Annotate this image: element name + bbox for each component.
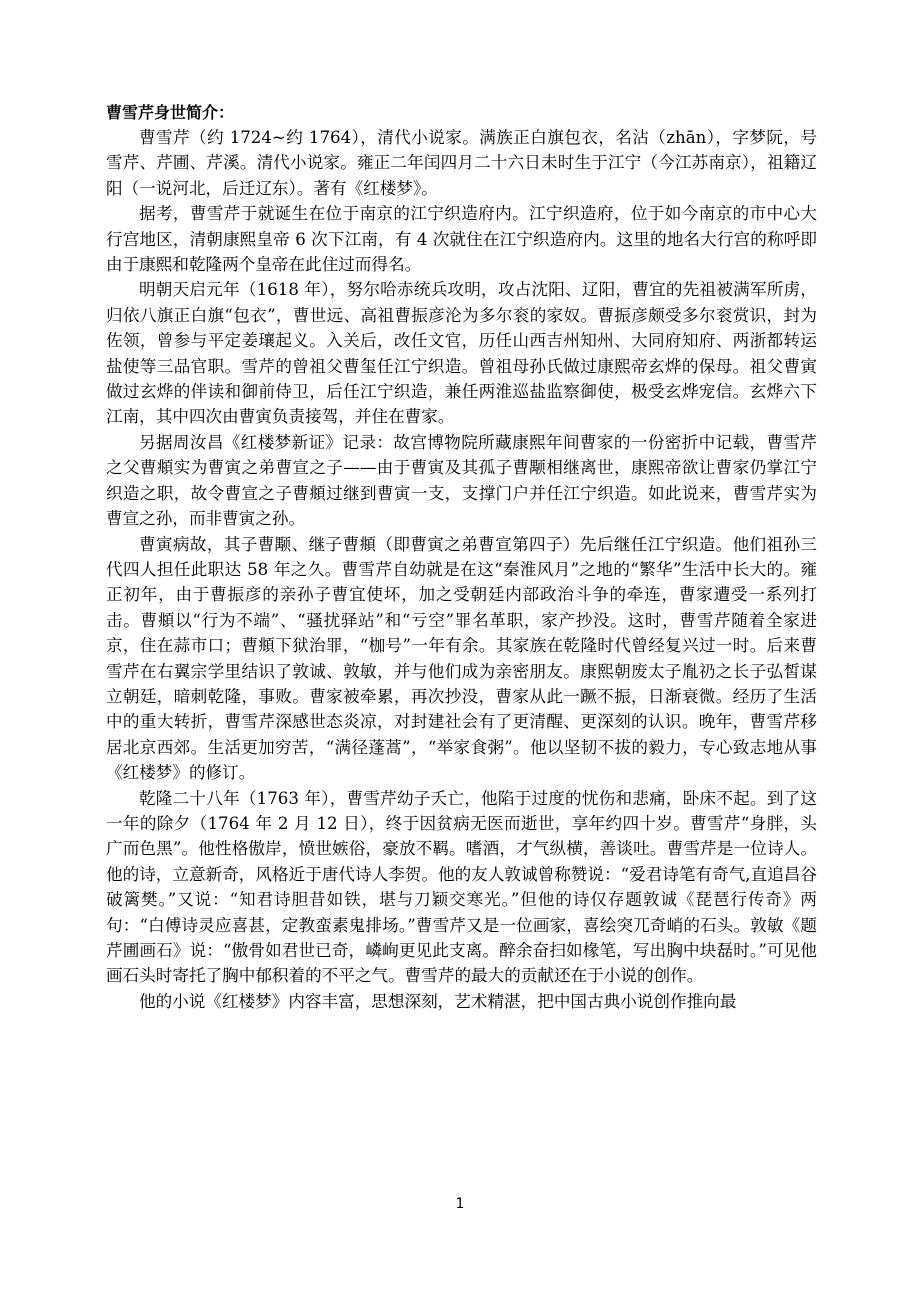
page-number: 1 [455, 1196, 465, 1212]
paragraph-family-decline: 曹寅病故，其子曹颙、继子曹頫（即曹寅之弟曹宣第四子）先后继任江宁织造。他们祖孙三代四人担任此职达 58 年之久。曹雪芹自幼就是在这“秦淮风月”之地的“繁华”生活中长大的。雍正初年，由于曹振彦的亲孙子曹宜使坏，加之受朝廷内部政治斗争的牵连，曹家遭受一系列打击。曹頫以“行为不端”、“骚扰驿站”和“亏空”罪名革职，家产抄没。这时，曹雪芹随着全家进京，住在蒜市口；曹頫下狱治罪，“枷号”一年有余。其家族在乾隆时代曾经复兴过一时。后来曹雪芹在右翼宗学里结识了敦诚、敦敏，并与他们成为亲密朋友。康熙朝废太子胤礽之长子弘皙谋立朝廷，暗刺乾隆，事败。曹家被牵累，再次抄没，曹家从此一蹶不振，日渐衰微。经历了生活中的重大转折，曹雪芹深感世态炎凉，对封建社会有了更清醒、更深刻的认识。晚年，曹雪芹移居北京西郊。生活更加穷苦，“满径蓬蒿”，“举家食粥”。他以坚韧不拔的毅力，专心致志地从事《红楼梦》的修订。 [106, 534, 817, 783]
document-title: 曹雪芹身世简介： [106, 103, 235, 122]
document-body [106, 100, 817, 1014]
paragraph-later-life: 乾隆二十八年（1763 年），曹雪芹幼子夭亡，他陷于过度的忧伤和悲痛，卧床不起。到了这一年的除夕（1764 年 2 月 12 日），终于因贫病无医而逝世，享年约四十岁。曹雪芹“身胖，头广而色黑”。他性格傲岸，愤世嫉俗，豪放不羁。嗜酒，才气纵横，善谈吐。曹雪芹是一位诗人。他的诗，立意新奇，风格近于唐代诗人李贺。他的友人敦诚曾称赞说：“爱君诗笔有奇气,直追昌谷破篱樊。”又说：“知君诗胆昔如铁，堪与刀颖交寒光。”但他的诗仅存题敦诚《琵琶行传奇》两句：“白傅诗灵应喜甚，定教蛮素鬼排场。”曹雪芹又是一位画家，喜绘突兀奇峭的石头。敦敏《题芹圃画石》说：“傲骨如君世已奇，嶙峋更见此支离。醉余奋扫如椽笔，写出胸中块磊时。”可见他画石头时寄托了胸中郁积着的不平之气。曹雪芹的最大的贡献还在于小说的创作。 [106, 788, 817, 986]
paragraph-birthplace: 据考，曹雪芹于就诞生在位于南京的江宁织造府内。江宁织造府，位于如今南京的市中心大行宫地区，清朝康熙皇帝 6 次下江南，有 4 次就住在江宁织造府内。这里的地名大行宫的称呼即由于康熙和乾隆两个皇帝在此住过而得名。 [106, 204, 817, 275]
paragraph-novel: 他的小说《红楼梦》内容丰富，思想深刻，艺术精湛，把中国古典小说创作推向最 [139, 991, 737, 1011]
paragraph-intro: 曹雪芹（约 1724~约 1764），清代小说家。满族正白旗包衣，名沾（zhān），字梦阮，号雪芹、芹圃、芹溪。清代小说家。雍正二年闰四月二十六日未时生于江宁（今江苏南京），祖籍辽阳（一说河北，后迁辽东）。著有《红楼梦》。 [106, 128, 817, 198]
paragraph-ancestry: 明朝天启元年（1618 年），努尔哈赤统兵攻明，攻占沈阳、辽阳，曹宜的先祖被满军所虏，归依八旗正白旗“包衣”，曹世远、高祖曹振彦沦为多尔衮的家奴。曹振彦颇受多尔衮赏识，封为佐领，曾参与平定姜瓖起义。入关后，改任文官，历任山西吉州知州、大同府知府、两浙都转运盐使等三品官职。雪芹的曾祖父曹玺任江宁织造。曾祖母孙氏做过康熙帝玄烨的保母。祖父曹寅做过玄烨的伴读和御前侍卫，后任江宁织造，兼任两淮巡盐监察御使，极受玄烨宠信。玄烨六下江南，其中四次由曹寅负责接驾，并住在曹家。 [106, 280, 817, 427]
paragraph-lineage: 另据周汝昌《红楼梦新证》记录：故宫博物院所藏康熙年间曹家的一份密折中记载，曹雪芹之父曹頫实为曹寅之弟曹宣之子——由于曹寅及其孤子曹颙相继离世，康熙帝欲让曹家仍掌江宁织造之职，故令曹宣之子曹頫过继到曹寅一支，支撑门户并任江宁织造。如此说来，曹雪芹实为曹宣之孙，而非曹寅之孙。 [106, 432, 817, 529]
